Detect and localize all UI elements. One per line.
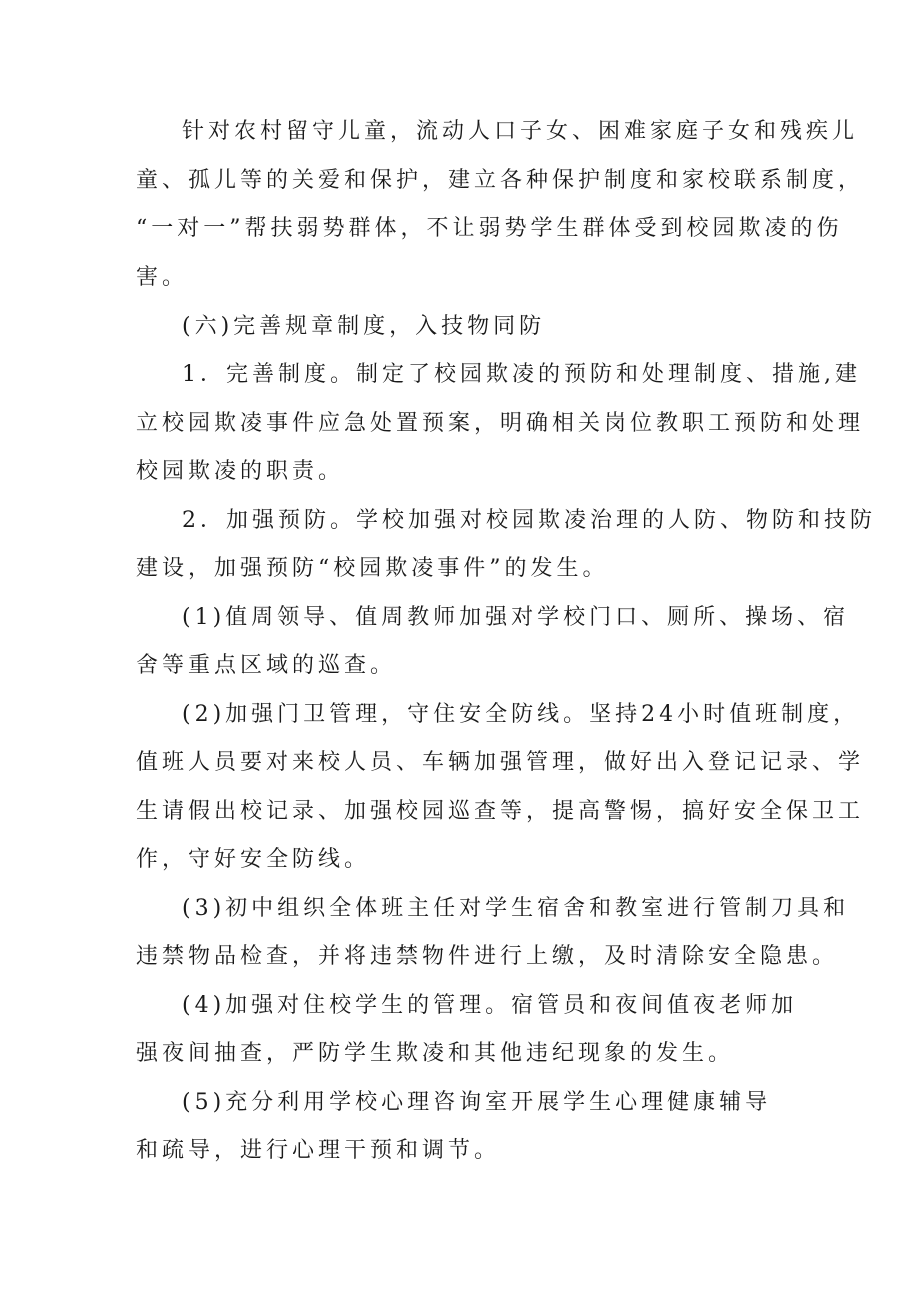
paragraph-line: 生请假出校记录、加强校园巡查等，提高警惕，搞好安全保卫工 [136, 799, 865, 824]
paragraph-line: (3)初中组织全体班主任对学生宿舍和教室进行管制刀具和 [182, 896, 850, 921]
paragraph-line: 作，守好安全防线。 [136, 847, 371, 872]
section-heading: (六)完善规章制度，入技物同防 [182, 314, 546, 339]
paragraph-line: (1)值周领导、值周教师加强对学校门口、厕所、操场、宿 [182, 605, 850, 630]
paragraph-line: (4)加强对住校学生的管理。宿管员和夜间值夜老师加 [182, 993, 798, 1018]
paragraph-line: 童、孤儿等的关爱和保护，建立各种保护制度和家校联系制度， [136, 168, 865, 193]
paragraph-line: (5)充分利用学校心理咨询室开展学生心理健康辅导 [182, 1090, 772, 1115]
paragraph-line: 值班人员要对来校人员、车辆加强管理，做好出入登记记录、学 [136, 750, 865, 775]
paragraph-line: 立校园欺凌事件应急处置预案，明确相关岗位教职工预防和处理 [136, 411, 865, 436]
paragraph-line: 害。 [136, 265, 189, 290]
paragraph-line: 违禁物品检查，并将违禁物件进行上缴，及时清除安全隐患。 [136, 944, 839, 969]
paragraph-line: 2．加强预防。学校加强对校园欺凌治理的人防、物防和技防 [182, 508, 876, 533]
paragraph-line: 强夜间抽查，严防学生欺凌和其他违纪现象的发生。 [136, 1041, 735, 1066]
paragraph-line: 针对农村留守儿童，流动人口子女、困难家庭子女和残疾儿 [182, 119, 859, 144]
paragraph-line: 和疏导，进行心理干预和调节。 [136, 1138, 501, 1163]
paragraph-line: 校园欺凌的职责。 [136, 459, 345, 484]
paragraph-line: 1．完善制度。制定了校园欺凌的预防和处理制度、措施,建 [182, 362, 861, 387]
paragraph-line: “一对一”帮扶弱势群体，不让弱势学生群体受到校园欺凌的伤 [136, 216, 843, 241]
paragraph-line: (2)加强门卫管理，守住安全防线。坚持24小时值班制度， [182, 702, 860, 727]
paragraph-line: 建设，加强预防“校园欺凌事件”的发生。 [136, 556, 609, 581]
paragraph-line: 舍等重点区域的巡查。 [136, 653, 397, 678]
